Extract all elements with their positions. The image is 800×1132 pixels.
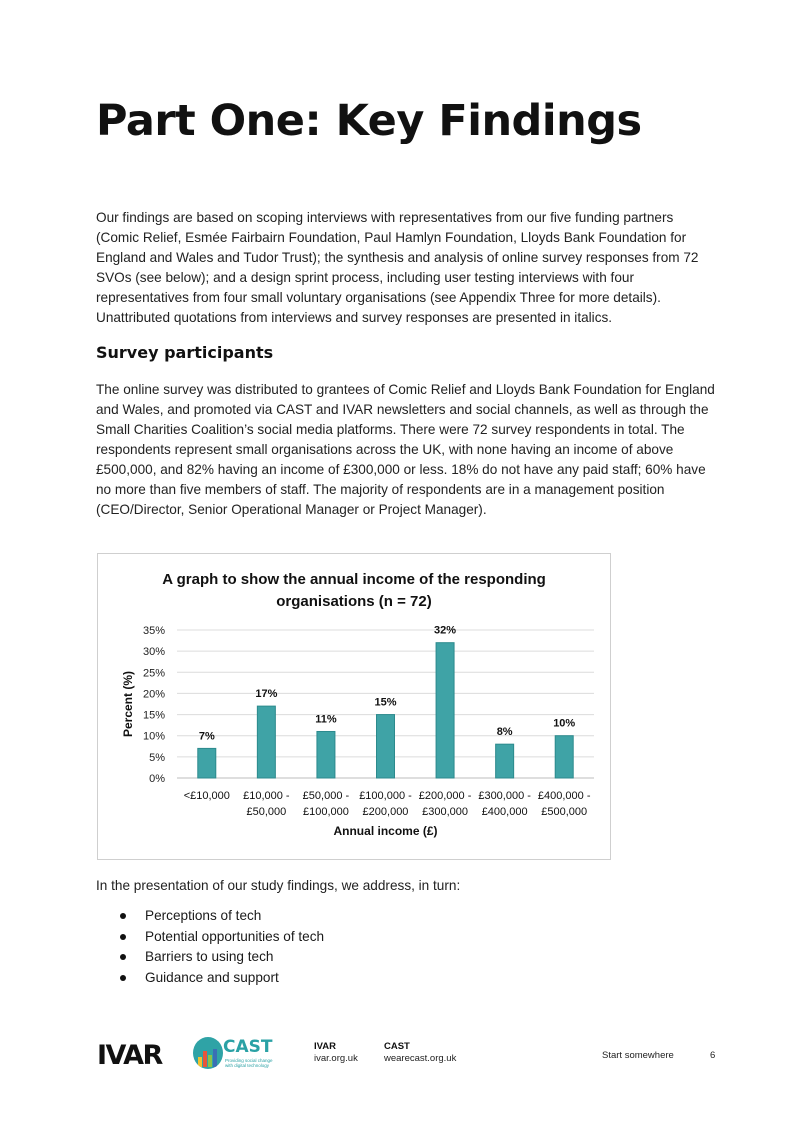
- x-tick-label: £400,000: [481, 806, 528, 818]
- x-tick-label: £300,000 -: [478, 790, 531, 802]
- x-tick-label: £50,000 -: [302, 790, 350, 802]
- chart-title: organisations (n = 72): [276, 593, 432, 610]
- bar-data-label: 7%: [198, 730, 215, 743]
- chart-bar: [198, 748, 216, 778]
- list-item-label: Perceptions of tech: [145, 908, 262, 923]
- cast-logo-tagline: Providing social change with digital technology: [225, 1058, 273, 1068]
- bullet-icon: [120, 954, 126, 960]
- bullet-icon: [120, 913, 126, 919]
- chart-bar: [377, 715, 395, 778]
- intro-paragraph: Our findings are based on scoping interviews with representatives from our five funding partners (Comic Relief, Esmée Fairbairn Foundation, Paul Hamlyn Foundation, Lloyds Bank Foundation for England and Wales and Tudor Trust); the synthesis and analysis of online survey responses from 72 SVOs (see below); and a design sprint process, including user testing interviews with four representatives from four small voluntary organisations (see Appendix Three for more details). Unattributed quotations from interviews and survey responses are presented in italics.: [96, 210, 699, 325]
- footer-cast-contact: [384, 1041, 456, 1065]
- x-tick-label: £200,000: [362, 806, 409, 818]
- chart-bar: [436, 643, 454, 778]
- section-heading: Survey participants: [96, 343, 274, 362]
- ivar-logo: IVAR: [97, 1040, 162, 1071]
- cast-logo-wordmark: CAST: [223, 1037, 273, 1057]
- income-chart: [97, 553, 611, 860]
- chart-title: A graph to show the annual income of the responding: [162, 571, 546, 588]
- list-item-label: Barriers to using tech: [145, 949, 274, 964]
- bar-data-label: 15%: [374, 696, 397, 709]
- chart-bar: [317, 731, 335, 778]
- y-tick-label: 30%: [142, 646, 165, 659]
- bar-data-label: 8%: [496, 726, 513, 739]
- footer-cast-label: CAST: [384, 1041, 410, 1052]
- x-tick-label: £200,000 -: [418, 790, 472, 802]
- list-item-label: Potential opportunities of tech: [145, 928, 325, 944]
- survey-paragraph: The online survey was distributed to grantees of Comic Relief and Lloyds Bank Foundation for England and Wales, and promoted via CAST and IVAR newsletters and social channels, as well as through the Small Charities Coalition’s social media platforms. There were 72 survey respondents in total. The respondents represent small organisations across the UK, with none having an income of above £500,000, and 82% having an income of £300,000 or less. 18% do not have any paid staff; 60% have no more than five members of staff. The majority of respondents are in a management position (CEO/Director, Senior Operational Manager or Project Manager).: [96, 382, 715, 517]
- cast-logo: [193, 1037, 273, 1077]
- page-number: 6: [710, 1050, 716, 1061]
- page-footer: [0, 1030, 800, 1090]
- cast-emblem-icon: [193, 1037, 223, 1069]
- income-chart-svg: [98, 554, 610, 859]
- list-item: [120, 906, 324, 927]
- x-tick-label: £500,000: [541, 806, 588, 818]
- y-tick-label: 20%: [142, 688, 165, 701]
- footer-tagline: Start somewhere: [602, 1050, 674, 1061]
- bullet-icon: [120, 975, 126, 981]
- list-item: [120, 968, 324, 989]
- footer-ivar-label: IVAR: [314, 1041, 336, 1052]
- x-tick-label: <£10,000: [183, 790, 230, 802]
- footer-ivar-url[interactable]: ivar.org.uk: [314, 1053, 358, 1064]
- bar-data-label: 32%: [434, 624, 457, 637]
- bar-data-label: 10%: [553, 717, 576, 730]
- chart-bar: [496, 744, 514, 778]
- y-tick-label: 0%: [149, 773, 165, 785]
- list-item: [120, 927, 324, 948]
- footer-ivar-contact: [314, 1041, 358, 1065]
- x-axis-label: Annual income (£): [333, 824, 438, 838]
- footer-cast-url[interactable]: wearecast.org.uk: [384, 1053, 457, 1064]
- page-title: Part One: Key Findings: [96, 96, 642, 146]
- bar-data-label: 11%: [315, 713, 337, 726]
- chart-bar: [555, 736, 573, 778]
- x-tick-label: £50,000: [246, 806, 287, 818]
- y-tick-label: 35%: [142, 625, 165, 637]
- x-tick-label: £100,000 -: [359, 790, 412, 802]
- y-axis-label: Percent (%): [121, 670, 135, 738]
- y-tick-label: 15%: [142, 709, 165, 722]
- x-tick-label: £400,000 -: [537, 790, 591, 802]
- x-tick-label: £100,000: [302, 806, 349, 818]
- x-tick-label: £10,000 -: [243, 790, 290, 802]
- y-tick-label: 25%: [142, 667, 165, 680]
- list-item-label: Guidance and support: [145, 969, 279, 985]
- findings-list: [120, 906, 324, 988]
- x-tick-label: £300,000: [422, 806, 469, 818]
- list-item: [120, 947, 324, 968]
- y-tick-label: 5%: [149, 751, 165, 764]
- chart-bar: [257, 706, 275, 778]
- findings-lead-paragraph: In the presentation of our study findings, we address, in turn:: [96, 878, 461, 893]
- y-tick-label: 10%: [142, 730, 165, 743]
- bullet-icon: [120, 934, 126, 940]
- bar-data-label: 17%: [255, 688, 278, 701]
